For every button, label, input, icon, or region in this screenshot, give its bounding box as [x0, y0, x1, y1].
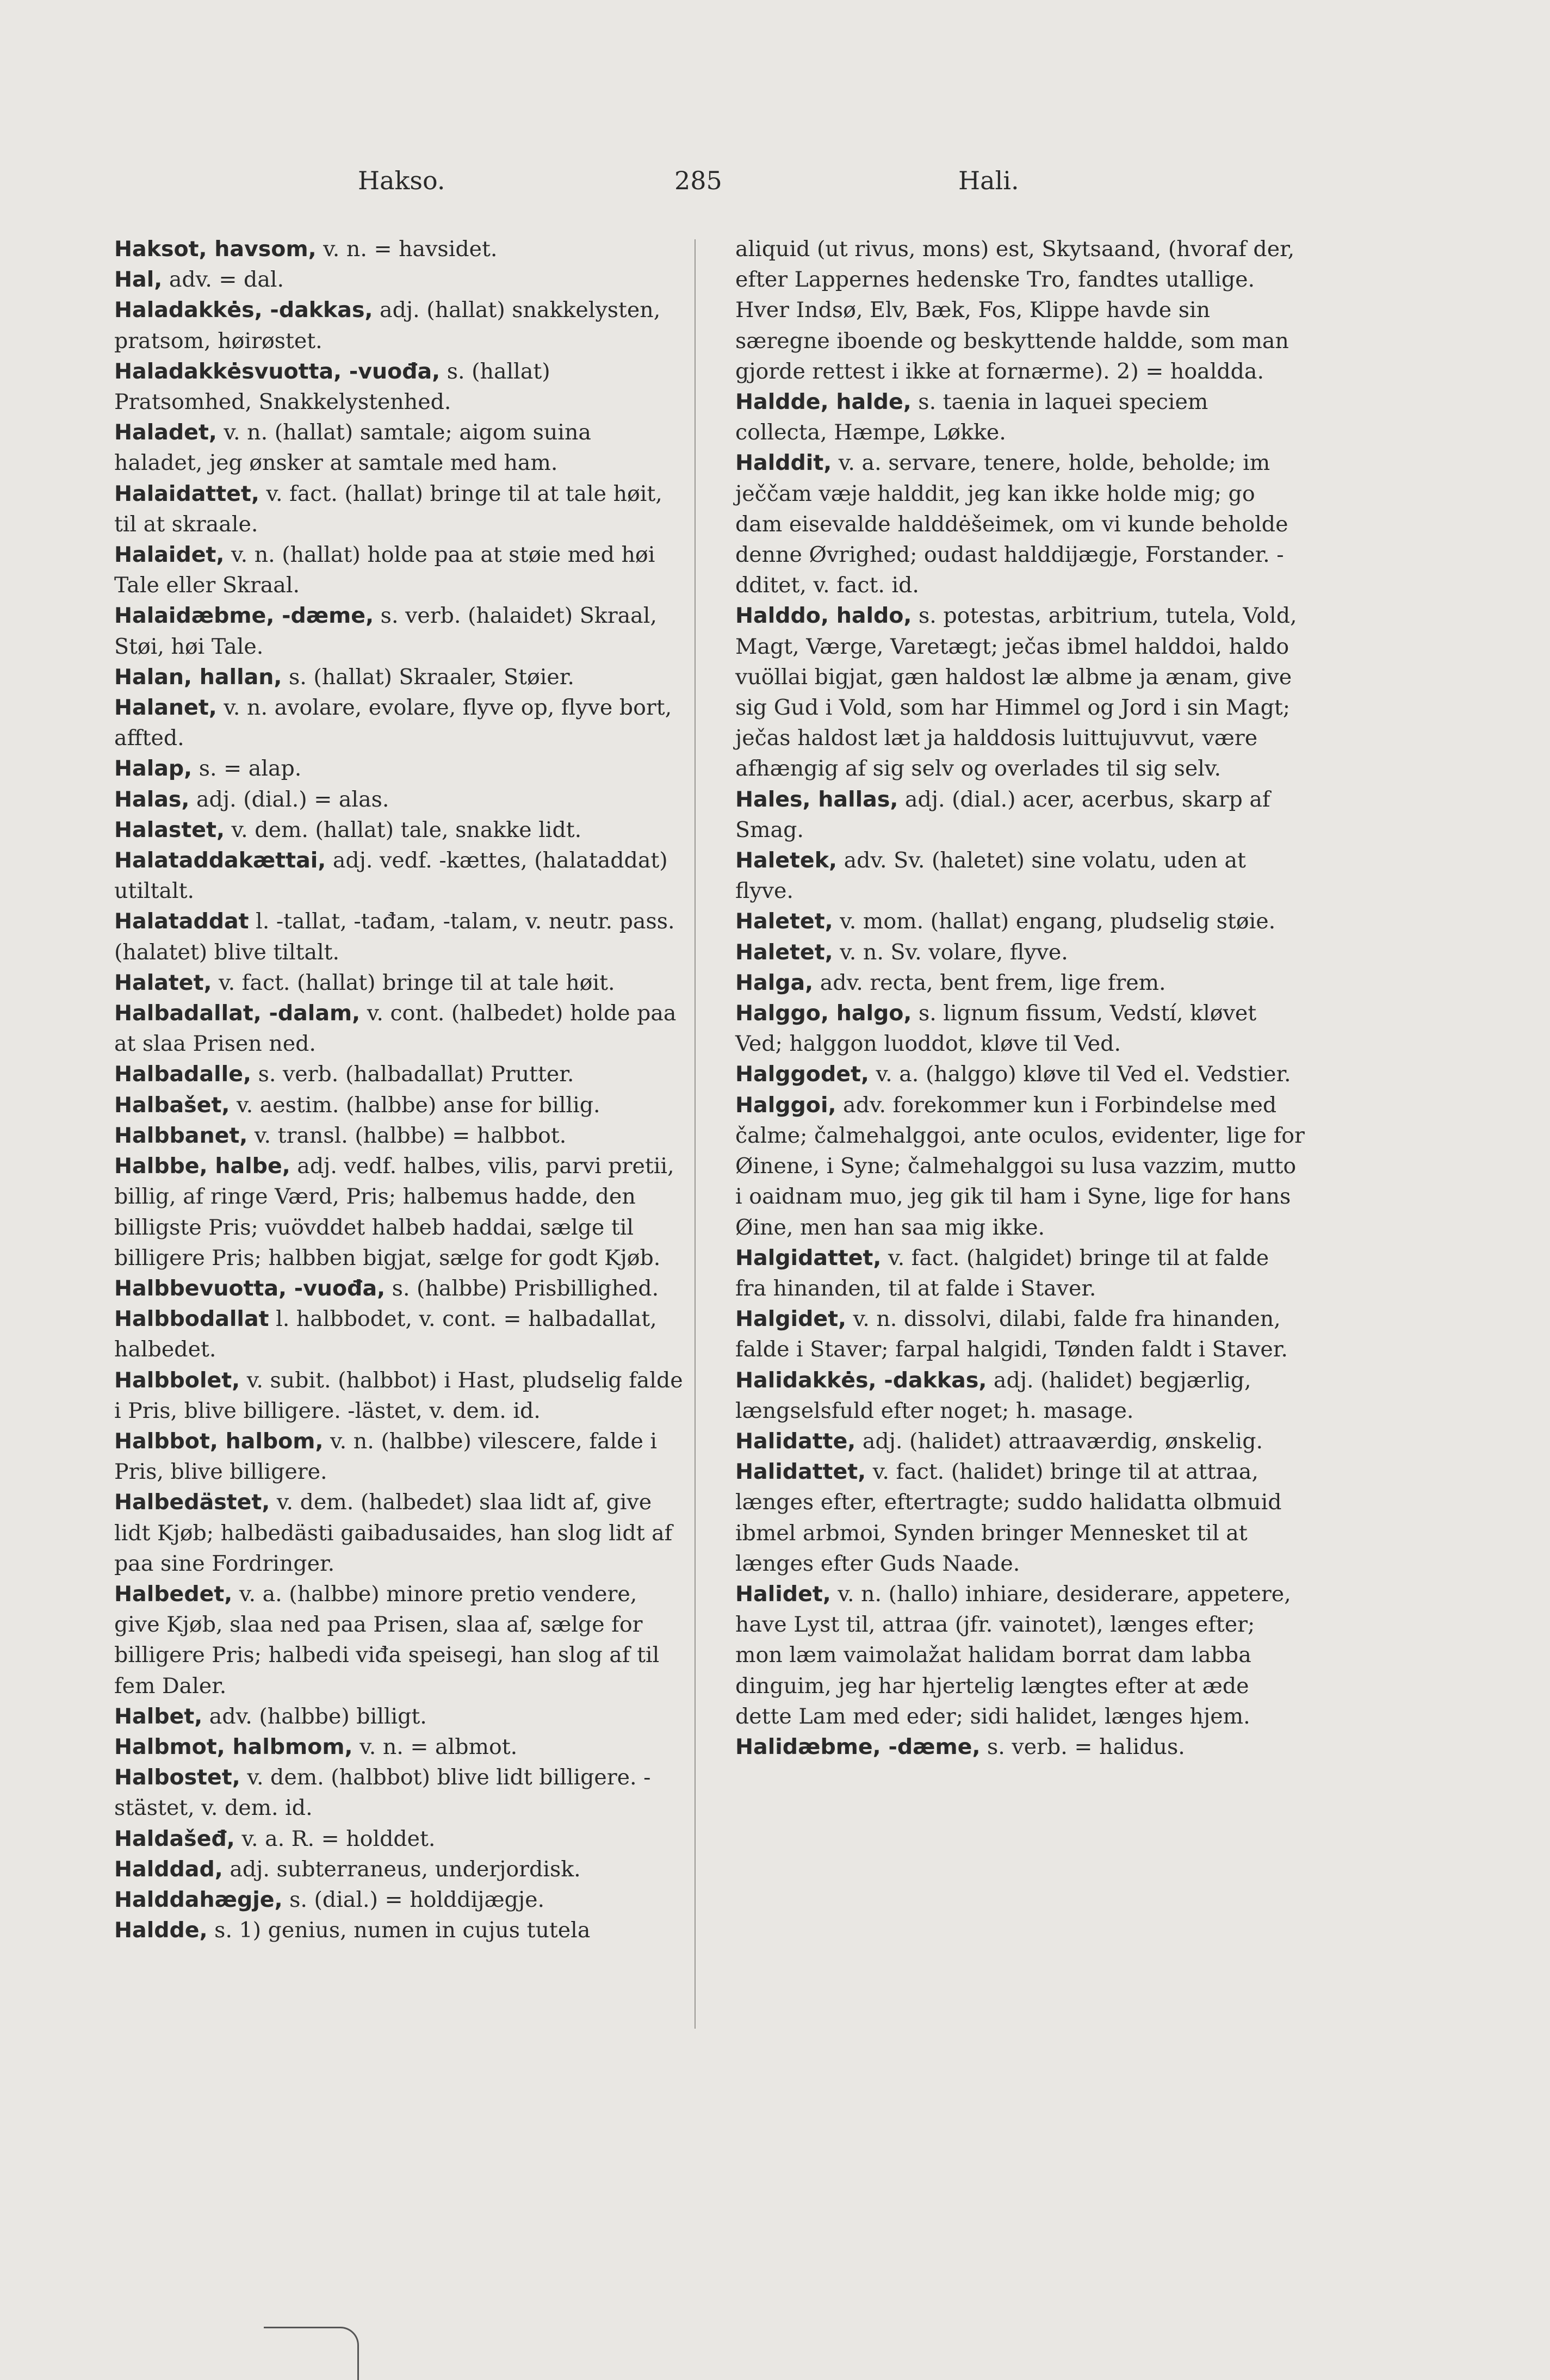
dictionary-entry	[735, 1426, 1306, 1456]
entry-definition: v. a. R. = holddet.	[241, 1826, 436, 1851]
entry-headword: Haladet,	[114, 420, 217, 445]
running-head-right: Hali.	[958, 166, 1019, 195]
dictionary-entry	[114, 1915, 685, 1945]
entry-definition: adj. (dial.) = alas.	[196, 786, 389, 812]
dictionary-entry	[114, 753, 685, 784]
entry-definition: aliquid (ut rivus, mons) est, Skytsaand, (hvoraf der, efter Lappernes hedenske Tro, fandtes utallige. Hver Indsø, Elv, Bæk, Fos, Klippe havde sin særegne iboende og beskyttende haldde, som man gjorde rettest i ikke at fornærme). 2) = hoaldda.	[735, 237, 1295, 384]
entry-headword: Halidattet,	[735, 1459, 866, 1485]
dictionary-entry	[735, 234, 1306, 387]
entry-definition: adj. (halidet) begjærlig, længselsfuld efter noget; h. masage.	[735, 1367, 1251, 1423]
column-divider	[695, 239, 696, 2029]
entry-definition: s. verb. = halidus.	[987, 1734, 1185, 1759]
entry-definition: v. a. (halbbe) minore pretio vendere, give Kjøb, slaa ned paa Prisen, slaa af, sælge for billigere Pris; halbedi viđa speisegi, han slog af til fem Daler.	[114, 1581, 660, 1699]
right-column	[735, 234, 1306, 1762]
dictionary-entry	[114, 968, 685, 998]
entry-definition: v. n. (hallat) holde paa at støie med høi Tale eller Skraal.	[114, 542, 655, 598]
dictionary-entry	[735, 968, 1306, 998]
entry-headword: Halas,	[114, 786, 190, 812]
entry-headword: Halataddat	[114, 909, 249, 934]
dictionary-entry	[114, 906, 685, 967]
dictionary-entry	[114, 295, 685, 356]
entry-definition: v. transl. (halbbe) = halbbot.	[254, 1123, 567, 1148]
entry-definition: v. mom. (hallat) engang, pludselig støie.	[840, 909, 1276, 934]
entry-headword: Halbedet,	[114, 1581, 233, 1607]
entry-definition: v. fact. (hallat) bringe til at tale høit.	[219, 970, 615, 995]
entry-definition: v. a. servare, tenere, holde, beholde; im ječčam væje halddit, jeg kan ikke holde mig; go dam eisevalde halddėšeimek, om vi kunde beholde denne Øvrighed; oudast halddijægje, Forstander. -dditet, v. fact. id.	[735, 450, 1288, 598]
dictionary-entry	[735, 387, 1306, 448]
entry-headword: Halggo, halgo,	[735, 1001, 912, 1026]
entry-definition: s. 1) genius, numen in cujus tutela	[214, 1918, 591, 1943]
entry-definition: adj. (halidet) attraaværdig, ønskelig.	[862, 1428, 1263, 1454]
entry-headword: Haksot, havsom,	[114, 237, 317, 262]
entry-definition: v. fact. (halidet) bringe til at attraa, længes efter, eftertragte; suddo halidatta olbmuid ibmel arbmoi, Synden bringer Mennesket til at længes efter Guds Naade.	[735, 1459, 1282, 1576]
entry-definition: s. taenia in laquei speciem collecta, Hæmpe, Løkke.	[735, 389, 1208, 445]
entry-definition: v. dem. (halbbot) blive lidt billigere. -stästet, v. dem. id.	[114, 1765, 651, 1821]
dictionary-entry	[114, 998, 685, 1059]
entry-headword: Haladakkės, -dakkas,	[114, 298, 373, 323]
entry-definition: v. n. dissolvi, dilabi, falde fra hinanden, falde i Staver; farpal halgidi, Tønden faldt i Staver.	[735, 1306, 1288, 1362]
entry-headword: Halggoi,	[735, 1092, 836, 1118]
entry-headword: Halbmot, halbmom,	[114, 1734, 353, 1759]
entry-definition: s. (halbbe) Prisbillighed.	[392, 1275, 659, 1301]
entry-headword: Hal,	[114, 267, 163, 293]
dictionary-entry	[114, 1732, 685, 1762]
entry-definition: v. n. = havsidet.	[323, 237, 498, 262]
dictionary-entry	[735, 784, 1306, 845]
page-tab-mark	[264, 2327, 359, 2380]
dictionary-entry	[735, 998, 1306, 1059]
entry-headword: Halbostet,	[114, 1765, 240, 1790]
dictionary-entry	[114, 692, 685, 753]
entry-definition: s. verb. (halaidet) Skraal, Støi, høi Tale.	[114, 603, 657, 659]
entry-headword: Halatet,	[114, 970, 212, 995]
entry-definition: adj. vedf. halbes, vilis, parvi pretii, billig, af ringe Værd, Pris; halbemus hadde, den billigste Pris; vuövddet halbeb haddai, sælge til billigere Pris; halbben bigjat, sælge for godt Kjøb.	[114, 1154, 674, 1270]
entry-definition: v. dem. (hallat) tale, snakke lidt.	[231, 817, 582, 842]
entry-definition: v. n. (hallat) samtale; aigom suina haladet, jeg ønsker at samtale med ham.	[114, 420, 591, 476]
dictionary-entry	[114, 1365, 685, 1426]
dictionary-entry	[735, 1304, 1306, 1365]
dictionary-entry	[114, 1120, 685, 1151]
dictionary-entry	[114, 1579, 685, 1701]
entry-headword: Halbadallat, -dalam,	[114, 1001, 361, 1026]
entry-headword: Halga,	[735, 970, 814, 995]
dictionary-entry	[114, 815, 685, 845]
dictionary-entry	[114, 1824, 685, 1854]
entry-definition: s. (hallat) Skraaler, Støier.	[288, 664, 574, 690]
dictionary-entry	[114, 479, 685, 540]
dictionary-entry	[114, 264, 685, 295]
entry-definition: v. n. = albmot.	[359, 1734, 518, 1759]
entry-headword: Haletet,	[735, 909, 833, 934]
entry-definition: v. n. (halbbe) vilescere, falde i Pris, blive billigere.	[114, 1428, 658, 1485]
entry-headword: Hales, hallas,	[735, 786, 898, 812]
dictionary-entry	[735, 1090, 1306, 1243]
entry-headword: Halgidattet,	[735, 1245, 882, 1270]
entry-headword: Halddahægje,	[114, 1887, 283, 1912]
dictionary-entry	[114, 540, 685, 600]
entry-headword: Halbbolet,	[114, 1367, 240, 1393]
dictionary-entry	[735, 600, 1306, 784]
dictionary-entry	[114, 1426, 685, 1487]
entry-definition: l. halbbodet, v. cont. = halbadallat, halbedet.	[114, 1306, 657, 1362]
entry-definition: v. dem. (halbedet) slaa lidt af, give lidt Kjøb; halbedästi gaibadusaides, han slog lidt af paa sine Fordringer.	[114, 1490, 673, 1576]
entry-headword: Halbbevuotta, -vuođa,	[114, 1275, 386, 1301]
entry-definition: v. subit. (halbbot) i Hast, pludselig falde i Pris, blive billigere. -lästet, v. dem. id.	[114, 1367, 683, 1423]
entry-headword: Halbedästet,	[114, 1490, 270, 1515]
entry-definition: v. fact. (halgidet) bringe til at falde fra hinanden, til at falde i Staver.	[735, 1245, 1269, 1301]
entry-definition: adj. (hallat) snakkelysten, pratsom, høirøstet.	[114, 298, 661, 354]
dictionary-entry	[735, 906, 1306, 937]
dictionary-entry	[114, 234, 685, 264]
left-column	[114, 234, 685, 1945]
entry-headword: Halggodet,	[735, 1062, 869, 1087]
dictionary-entry	[735, 1456, 1306, 1579]
dictionary-entry	[735, 1365, 1306, 1426]
entry-definition: s. verb. (halbadallat) Prutter.	[258, 1062, 574, 1087]
dictionary-entry	[114, 417, 685, 478]
dictionary-entry	[114, 356, 685, 417]
entry-headword: Halanet,	[114, 695, 217, 721]
dictionary-entry	[735, 937, 1306, 968]
dictionary-entry	[735, 1243, 1306, 1304]
entry-headword: Haldde, halde,	[735, 389, 912, 415]
entry-definition: adj. subterraneus, underjordisk.	[230, 1856, 581, 1882]
entry-definition: v. n. avolare, evolare, flyve op, flyve bort, affted.	[114, 695, 672, 751]
dictionary-entry	[114, 1273, 685, 1304]
entry-headword: Halddit,	[735, 450, 832, 476]
entry-definition: adv. Sv. (haletet) sine volatu, uden at flyve.	[735, 848, 1246, 904]
entry-headword: Halbbot, halbom,	[114, 1428, 324, 1454]
dictionary-entry	[114, 1487, 685, 1579]
entry-headword: Halbbe, halbe,	[114, 1154, 290, 1179]
entry-headword: Halaidæbme, -dæme,	[114, 603, 374, 629]
entry-definition: v. aestim. (halbbe) anse for billig.	[236, 1092, 600, 1118]
entry-headword: Halidatte,	[735, 1428, 856, 1454]
entry-headword: Haldašeđ,	[114, 1826, 235, 1851]
entry-headword: Halbašet,	[114, 1092, 230, 1118]
entry-definition: adv. = dal.	[169, 267, 284, 293]
entry-definition: v. n. (hallo) inhiare, desiderare, appetere, have Lyst til, attraa (jfr. vainotet), længes efter; mon læm vaimolažat halidam borrat dam labba dinguim, jeg har hjertelig længtes efter at æde dette Lam med eder; sidi halidet, længes hjem.	[735, 1581, 1291, 1729]
entry-headword: Halddo, haldo,	[735, 603, 912, 629]
dictionary-entry	[114, 1151, 685, 1273]
dictionary-entry	[735, 1732, 1306, 1762]
entry-headword: Haldde,	[114, 1918, 208, 1943]
entry-headword: Halaidet,	[114, 542, 225, 568]
entry-definition: s. lignum fissum, Vedstí, kløvet Ved; halggon luoddot, kløve til Ved.	[735, 1001, 1257, 1057]
entry-definition: v. n. Sv. volare, flyve.	[840, 939, 1068, 965]
entry-definition: s. (hallat) Pratsomhed, Snakkelystenhed.	[114, 358, 550, 415]
entry-headword: Haletet,	[735, 939, 833, 965]
entry-headword: Haladakkėsvuotta, -vuođa,	[114, 358, 441, 384]
entry-headword: Halbadalle,	[114, 1062, 251, 1087]
dictionary-entry	[735, 448, 1306, 600]
dictionary-entry	[114, 1059, 685, 1089]
page-number: 285	[674, 166, 722, 195]
entry-definition: adj. (dial.) acer, acerbus, skarp af Smag.	[735, 786, 1270, 842]
dictionary-entry	[114, 1701, 685, 1732]
entry-headword: Halidet,	[735, 1581, 831, 1607]
dictionary-entry	[114, 1090, 685, 1120]
dictionary-entry	[735, 845, 1306, 906]
entry-headword: Halastet,	[114, 817, 225, 842]
running-head-left: Hakso.	[358, 166, 445, 195]
entry-headword: Halidæbme, -dæme,	[735, 1734, 981, 1759]
entry-definition: v. a. (halggo) kløve til Ved el. Vedstier.	[876, 1062, 1291, 1087]
entry-definition: s. = alap.	[199, 756, 302, 782]
entry-definition: l. -tallat, -tađam, -talam, v. neutr. pass. (halatet) blive tiltalt.	[114, 909, 675, 965]
dictionary-entry	[114, 845, 685, 906]
entry-definition: adv. (halbbe) billigt.	[209, 1703, 427, 1729]
entry-headword: Halataddakættai,	[114, 848, 326, 873]
dictionary-entry	[114, 600, 685, 661]
dictionary-entry	[114, 1762, 685, 1823]
entry-headword: Halbbanet,	[114, 1123, 248, 1148]
entry-headword: Halddad,	[114, 1856, 223, 1882]
entry-headword: Halaidattet,	[114, 481, 259, 506]
entry-definition: adv. recta, bent frem, lige frem.	[820, 970, 1166, 995]
entry-headword: Halap,	[114, 756, 193, 782]
entry-definition: v. cont. (halbedet) holde paa at slaa Prisen ned.	[114, 1001, 677, 1057]
entry-headword: Halan, hallan,	[114, 664, 282, 690]
entry-definition: v. fact. (hallat) bringe til at tale høit, til at skraale.	[114, 481, 662, 537]
dictionary-entry	[735, 1059, 1306, 1089]
dictionary-entry	[735, 1579, 1306, 1732]
dictionary-entry	[114, 662, 685, 692]
dictionary-entry	[114, 784, 685, 815]
dictionary-entry	[114, 1304, 685, 1365]
dictionary-entry	[114, 1885, 685, 1915]
entry-definition: adj. vedf. -kættes, (halataddat) utiltalt.	[114, 848, 668, 904]
entry-headword: Halidakkės, -dakkas,	[735, 1367, 987, 1393]
entry-headword: Halbet,	[114, 1703, 203, 1729]
entry-headword: Haletek,	[735, 848, 837, 873]
dictionary-entry	[114, 1854, 685, 1885]
entry-definition: adv. forekommer kun i Forbindelse med čalme; čalmehalggoi, ante oculos, evidenter, lige for Øinene, i Syne; čalmehalggoi su lusa vazzim, mutto i oaidnam muo, jeg gik til ham i Syne, lige for hans Øine, men han saa mig ikke.	[735, 1092, 1305, 1240]
entry-definition: s. (dial.) = holddijægje.	[289, 1887, 545, 1912]
entry-headword: Halbbodallat	[114, 1306, 269, 1332]
entry-definition: s. potestas, arbitrium, tutela, Vold, Magt, Værge, Varetægt; ječas ibmel halddoi, haldo vuöllai bigjat, gæn haldost læ albme ja ænam, give sig Gud i Vold, som har Himmel og Jord i sin Magt; ječas haldost læt ja halddosis luittujuvvut, være afhængig af sig selv og overlades til sig selv.	[735, 603, 1297, 782]
entry-headword: Halgidet,	[735, 1306, 847, 1332]
